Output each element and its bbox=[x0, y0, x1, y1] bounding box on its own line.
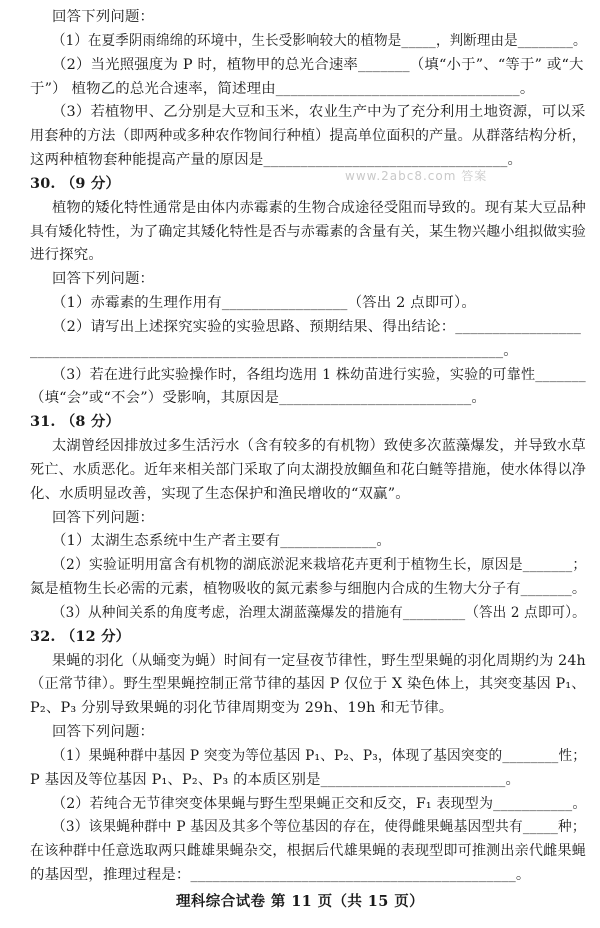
text-line: 太湖曾经因排放过多生活污水（含有较多的有机物）致使多次蓝藻爆发，并导致水草 bbox=[52, 438, 586, 454]
question-heading: 30. （9 分） bbox=[30, 175, 121, 192]
text-line: （3）若在进行此实验操作时，各组均选用 1 株幼苗进行实验，实验的可靠性_______ bbox=[52, 367, 586, 383]
text-line: 死亡、水质恶化。近年来相关部门采取了向太湖投放鲴鱼和花白鲢等措施，使水体得以净 bbox=[30, 462, 586, 478]
text-line: 具有矮化特性，为了确定其矮化特性是否与赤霉素的含量有关，某生物兴趣小组拟做实验 bbox=[30, 224, 586, 240]
text-line: 氮是植物生长必需的元素，植物吸收的氮元素参与细胞内合成的生物大分子有_______。 bbox=[30, 581, 587, 597]
text-line: （2）实验证明用富含有机物的湖底淤泥来栽培花卉更利于植物生长，原因是_______； bbox=[52, 557, 587, 573]
text-line: 进行探究。 bbox=[30, 247, 103, 263]
text-line: 用套种的方法（即两种或多种农作物间行种植）提高单位面积的产量。从群落结构分析， bbox=[30, 128, 586, 144]
text-line: （2）若纯合无节律突变体果蝇与野生型果蝇正交和反交，F₁ 表现型为___________。 bbox=[52, 796, 587, 812]
text-line: （3）该果蝇种群中 P 基因及其多个等位基因的存在，使得雌果蝇基因型共有_____种； bbox=[52, 819, 586, 835]
text-line: 于”） 植物乙的总光合速率，简述理由_________________________________。 bbox=[30, 81, 535, 97]
text-line: 果蝇的羽化（从蛹变为蝇）时间有一定昼夜节律性，野生型果蝇的羽化周期约为 24h bbox=[52, 653, 586, 669]
question-heading: 32. （12 分） bbox=[30, 628, 131, 645]
text-line: （正常节律）。野生型果蝇控制正常节律的基因 P 仅位于 X 染色体上，其突变基因 P₁、 bbox=[30, 676, 586, 692]
text-line: 回答下列问题： bbox=[52, 9, 155, 25]
text-line: 回答下列问题： bbox=[52, 724, 155, 740]
text-line: （1）太湖生态系统中生产者主要有_____________。 bbox=[52, 533, 391, 549]
text-line: （3）从种间关系的角度考虑，治理太湖蓝藻爆发的措施有_________（答出 2 点即可）。 bbox=[52, 605, 586, 621]
text-line: （3）若植物甲、乙分别是大豆和玉米，农业生产中为了充分利用土地资源，可以采 bbox=[52, 104, 586, 120]
page-footer: 理科综合试卷 第 11 页（共 15 页） bbox=[176, 893, 424, 910]
text-line: 这两种植物套种能提高产量的原因是_________________________________。 bbox=[30, 152, 523, 168]
text-line: （填“会”或“不会”）受影响，其原因是__________________________。 bbox=[30, 390, 486, 406]
text-line: P₂、P₃ 分别导致果蝇的羽化节律周期变为 29h、19h 和无节律。 bbox=[30, 700, 454, 716]
text-line: 回答下列问题： bbox=[52, 510, 155, 526]
text-line: P 基因及等位基因 P₁、P₂、P₃ 的本质区别是_________________________。 bbox=[30, 772, 521, 788]
watermark-text: www.2abc8.com 答案 bbox=[345, 169, 488, 183]
text-line: 植物的矮化特性通常是由体内赤霉素的生物合成途径受阻而导致的。现有某大豆品种 bbox=[52, 200, 586, 216]
text-line: （2）当光照强度为 P 时，植物甲的总光合速率_______（填“小于”、“等于” 或“大 bbox=[52, 57, 584, 73]
text-line: （2）请写出上述探究实验的实验思路、预期结果、得出结论：_________________ bbox=[52, 319, 582, 335]
text-line: （1）果蝇种群中基因 P 突变为等位基因 P₁、P₂、P₃，体现了基因突变的________性； bbox=[52, 748, 587, 764]
text-line: （1）赤霉素的生理作用有_________________（答出 2 点即可）。 bbox=[52, 295, 477, 311]
text-line: 化、水质明显改善，实现了生态保护和渔民增收的“双赢”。 bbox=[30, 486, 410, 502]
text-line: ________________________________________________________________。 bbox=[30, 343, 518, 359]
text-line: 回答下列问题： bbox=[52, 271, 155, 287]
question-heading: 31. （8 分） bbox=[30, 413, 121, 430]
text-line: 在该种群中任意选取两只雌雄果蝇杂交，根据后代雄果蝇的表现型即可推测出亲代雌果蝇 bbox=[30, 843, 586, 859]
text-line: 的基因型，推理过程是：____________________________________________。 bbox=[30, 867, 531, 883]
text-line: （1）在夏季阴雨绵绵的环境中，生长受影响较大的植物是_____，判断理由是________。 bbox=[52, 33, 587, 49]
